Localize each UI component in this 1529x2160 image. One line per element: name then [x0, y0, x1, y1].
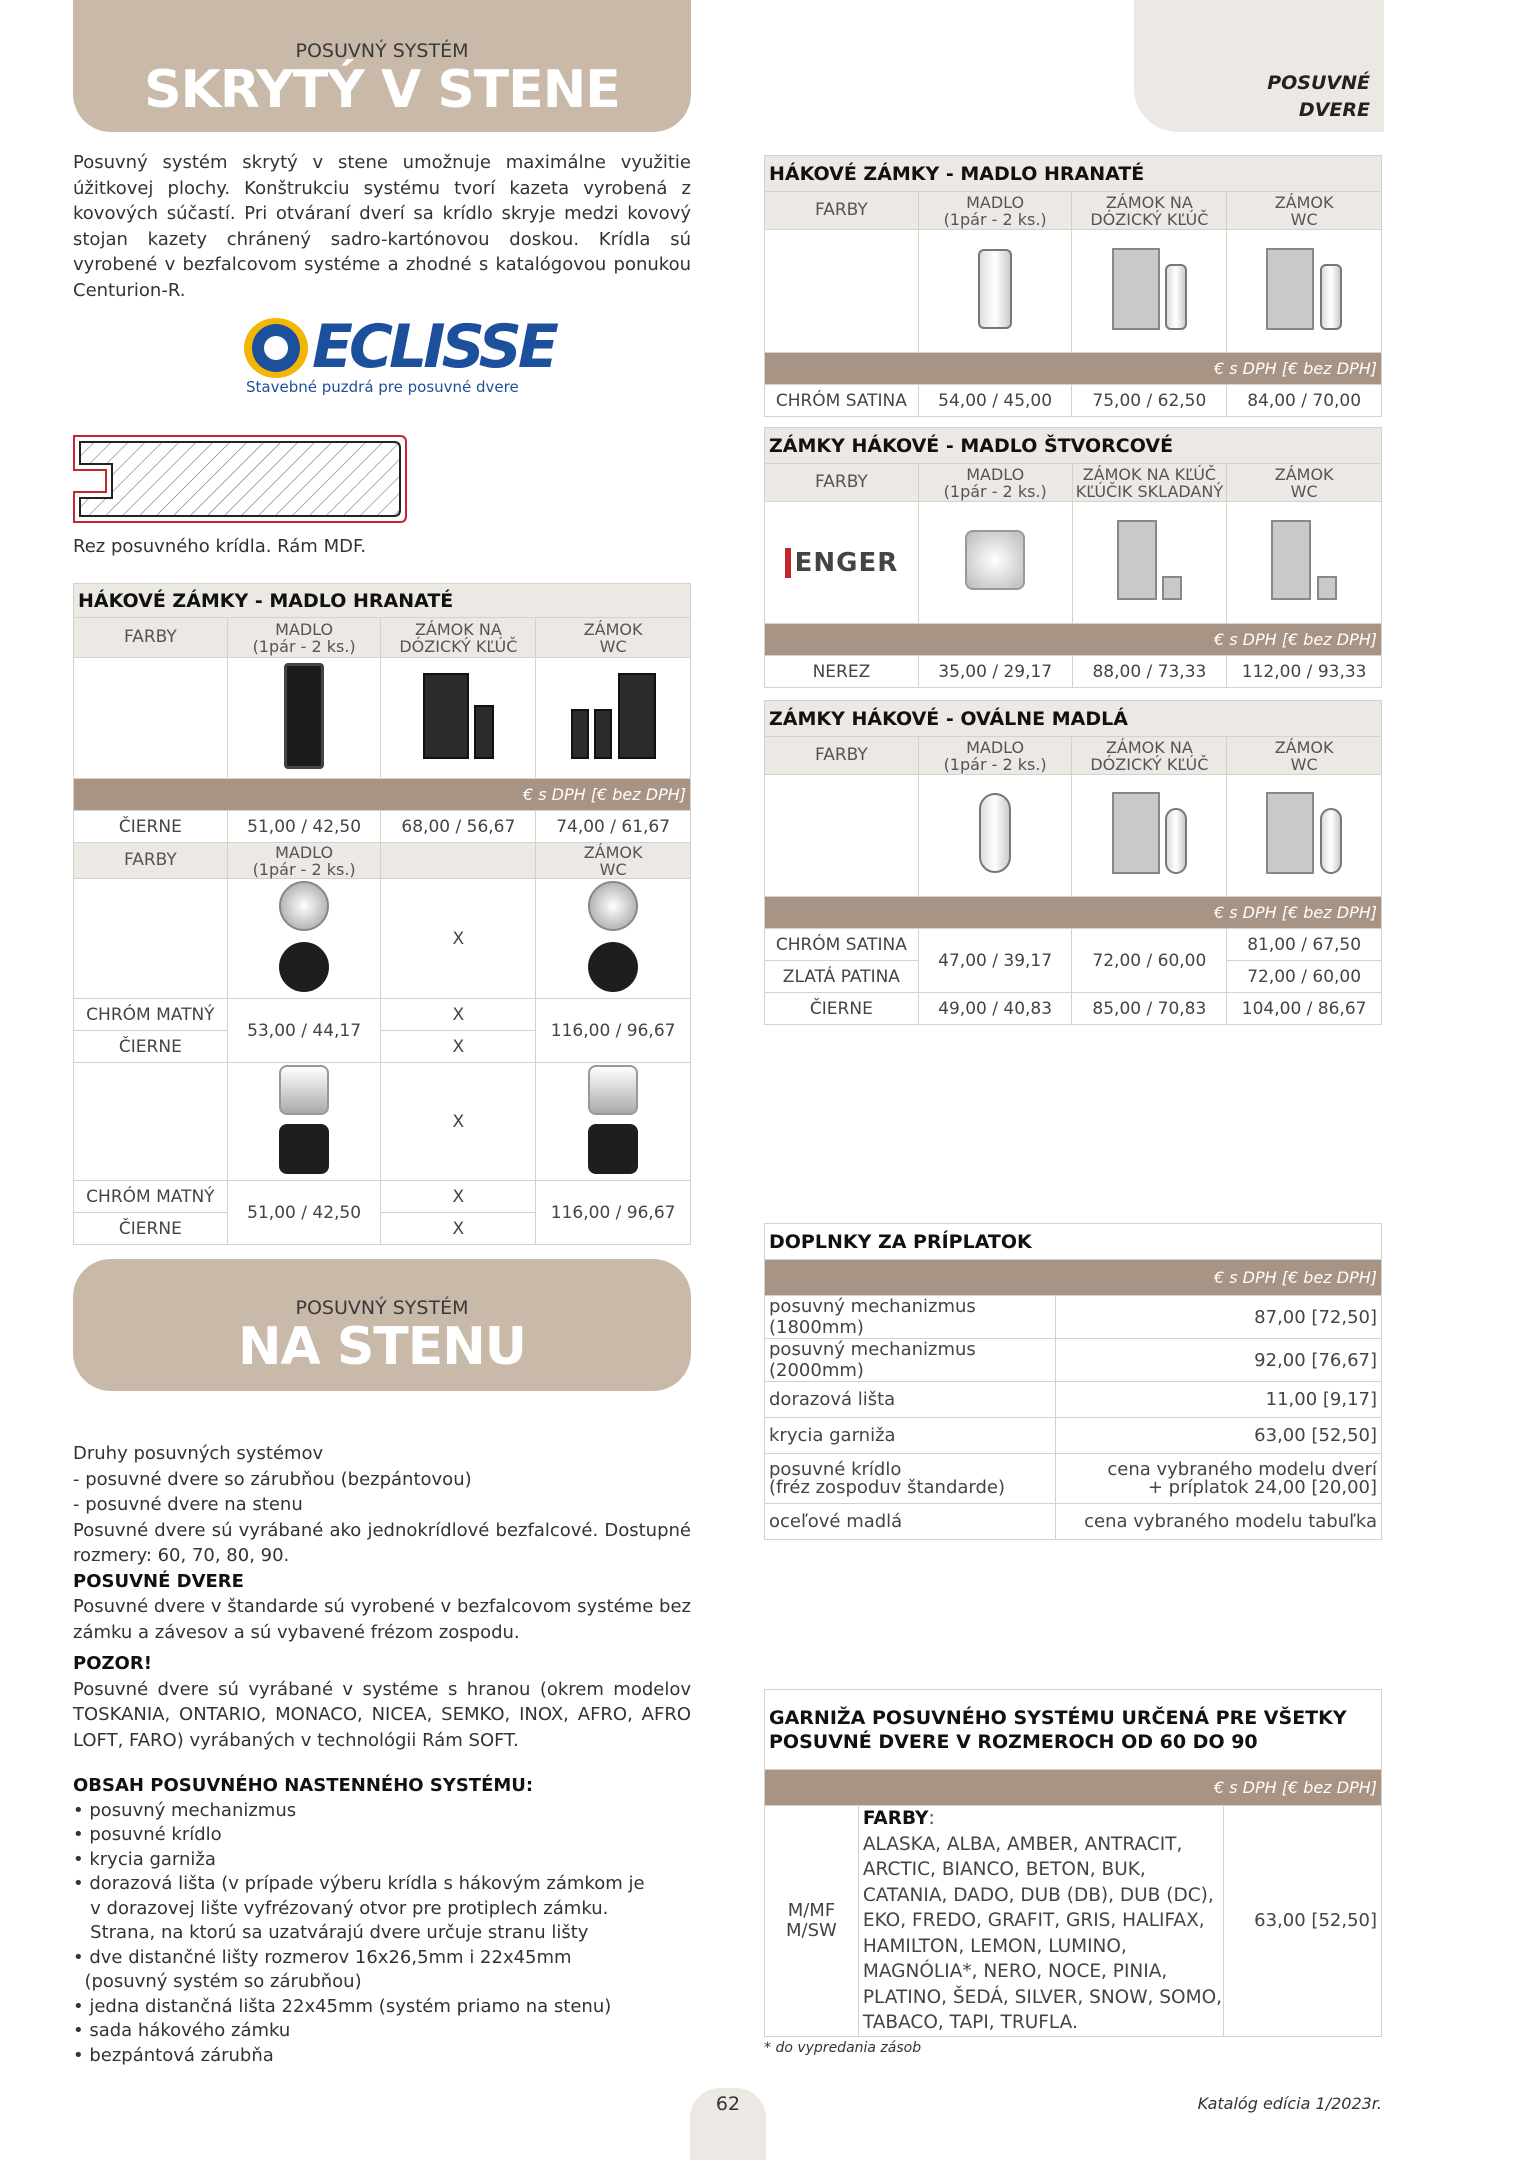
- rt2-farba: NEREZ: [765, 656, 919, 688]
- enger-logo-cell: [765, 502, 919, 624]
- list-item: • jedna distančná lišta 22x45mm (systém priamo na stenu): [73, 1995, 612, 2017]
- type-2: - posuvné dvere na stenu: [73, 1494, 303, 1515]
- door-cross-section: [70, 432, 410, 528]
- square-x1: X: [381, 1181, 536, 1213]
- rt2-h-c1: ZÁMOK NA KĽÚČ: [1082, 464, 1217, 484]
- square-wc-image: [536, 1063, 691, 1181]
- list-item: (posuvný systém so zárubňou): [73, 1971, 362, 1992]
- left-price-note: € s DPH [€ bez DPH]: [74, 779, 691, 811]
- extras-r5-name2: (fréz zospoduv štandarde): [769, 1476, 1006, 1498]
- eclisse-name: ECLISSE: [312, 312, 555, 382]
- list-item: • posuvný mechanizmus: [73, 1799, 297, 1821]
- list-item: • dve distančné lišty rozmerov 16x26,5mm i 22x45mm: [73, 1946, 572, 1968]
- square-x: X: [381, 1063, 536, 1181]
- types-head: Druhy posuvných systémov: [73, 1443, 324, 1464]
- color-list: ALASKA, ALBA, AMBER, ANTRACIT, ARCTIC, BIANCO, BETON, BUK, CATANIA, DADO, DUB (DB), DUB (DC), EKO, FREDO, GRAFIT, GRIS, HALIFAX, HAMILTON, LEMON, LUMINO, MAGNÓLIA*, NERO, NOCE, PINIA, PLATINO, ŠEDÁ, SILVER, SNOW, SOMO, TABACO, TAPI, TRUFLA.: [862, 1833, 1223, 2033]
- rt2-handle-image: [918, 502, 1072, 624]
- rt3-title: ZÁMKY HÁKOVÉ - OVÁLNE MADLÁ: [765, 701, 1382, 737]
- rt3-handle-image: [918, 775, 1072, 897]
- square-farba2: ČIERNE: [74, 1213, 228, 1245]
- left-h-dozicky1: ZÁMOK NA: [414, 619, 502, 639]
- left-h-madlo2: (1pár - 2 ks.): [252, 636, 356, 656]
- rt2-wc-lock-image: [1227, 502, 1382, 624]
- rt1-price-note: € s DPH [€ bez DPH]: [765, 353, 1382, 385]
- enger-logo: ENGER: [785, 548, 899, 578]
- extras-name: posuvný mechanizmus (2000mm): [765, 1339, 1056, 1382]
- extras-price: 87,00 [72,50]: [1055, 1296, 1381, 1339]
- page-number: 62: [715, 2093, 741, 2115]
- list-item: • krycia garniža: [73, 1848, 216, 1870]
- wall-system-header: [73, 1259, 691, 1391]
- extras-name: posuvný mechanizmus (1800mm): [765, 1296, 1056, 1339]
- rt2-wc: 112,00 / 93,33: [1227, 656, 1382, 688]
- tab-line1: POSUVNÉ: [1267, 72, 1370, 94]
- rt1-madlo: 54,00 / 45,00: [918, 385, 1072, 417]
- wall-system-text: [73, 1441, 691, 2068]
- hidden-system-text: Posuvný systém skrytý v stene umožnuje maximálne využitie úžitkovej plochy. Konštrukciu systému tvorí kazeta vyrobená z kovových súčastí. Pri otváraní dverí sa krídlo skryje medzi kovový stojan kazety chránený sadro-kartónovou doskou. Krídla sú vyrobené v bezfalcovom systéme a zhodné s katalógovou ponukou Centurion-R.: [73, 152, 691, 301]
- contents-list: [73, 1799, 691, 2069]
- round-wc-price: 116,00 / 96,67: [536, 999, 691, 1063]
- rt1-key-lock-image: [1072, 230, 1227, 353]
- left-h2-empty: [381, 843, 536, 879]
- sizes-text: Posuvné dvere sú vyrábané ako jednokrídlové bezfalcové. Dostupné rozmery: 60, 70, 80, 90.: [73, 1519, 691, 1566]
- farby-label: FARBY: [862, 1808, 929, 1829]
- rt1-h-farby: FARBY: [765, 192, 919, 230]
- left-h2-wc1: ZÁMOK: [583, 842, 643, 862]
- garniza-model2: M/SW: [786, 1919, 837, 1941]
- rt3-r1-farba: CHRÓM SATINA: [765, 929, 919, 961]
- wall-system-title: NA STENU: [237, 1317, 527, 1377]
- warn-text: Posuvné dvere sú vyrábané v systéme s hranou (okrem modelov TOSKANIA, ONTARIO, MONACO, NICEA, SEMKO, INOX, AFRO, AFRO LOFT, FARO) vyrábaných v technológii Rám SOFT.: [73, 1678, 691, 1751]
- wall-system-subtitle: POSUVNÝ SYSTÉM: [295, 1297, 469, 1319]
- extras-price: 63,00 [52,50]: [1055, 1418, 1381, 1454]
- extras-name: krycia garniža: [765, 1418, 1056, 1454]
- rt2-h-wc2: WC: [1290, 481, 1318, 501]
- rt1-h-c1: ZÁMOK NA: [1105, 192, 1193, 212]
- contents-head: OBSAH POSUVNÉHO NASTENNÉHO SYSTÉMU:: [73, 1775, 534, 1796]
- eclisse-emblem: [244, 318, 308, 378]
- rt1-farba: CHRÓM SATINA: [765, 385, 919, 417]
- rt2-title: ZÁMKY HÁKOVÉ - MADLO ŠTVORCOVÉ: [765, 428, 1382, 464]
- rt2-price-note: € s DPH [€ bez DPH]: [765, 624, 1382, 656]
- rt3-h-madlo2: (1pár - 2 ks.): [943, 754, 1047, 774]
- left-h2-madlo2: (1pár - 2 ks.): [252, 859, 356, 879]
- extras-table: [764, 1223, 1382, 1540]
- rt1-h-madlo2: (1pár - 2 ks.): [943, 209, 1047, 229]
- rt3-r3-wc: 104,00 / 86,67: [1227, 993, 1382, 1025]
- rt3-key-lock-image: [1072, 775, 1227, 897]
- rt3-h-farby: FARBY: [765, 737, 919, 775]
- right-table-3: [764, 700, 1382, 1025]
- doors-head: POSUVNÉ DVERE: [73, 1570, 244, 1592]
- rt1-h-wc2: WC: [1290, 209, 1318, 229]
- black-wc-lock-image: [536, 658, 691, 779]
- extras-r5-price2: + príplatok 24,00 [20,00]: [1147, 1476, 1377, 1498]
- rt3-h-madlo1: MADLO: [966, 737, 1025, 757]
- round-x1: X: [381, 999, 536, 1031]
- list-item: v dorazovej lište vyfrézovaný otvor pre protiplech zámku.: [73, 1897, 609, 1919]
- left-h2-wc2: WC: [599, 859, 627, 879]
- left-h-dozicky2: DÓZICKÝ KĽÚČ: [399, 636, 518, 656]
- garniza-title2: POSUVNÉ DVERE V ROZMEROCH OD 60 DO 90: [769, 1730, 1258, 1753]
- rt2-h-farby: FARBY: [765, 464, 919, 502]
- extras-price: 92,00 [76,67]: [1055, 1339, 1381, 1382]
- round-img-empty: [74, 879, 228, 999]
- garniza-table: GARNIŽA POSUVNÉHO SYSTÉMU URČENÁ PRE VŠETKY POSUVNÉ DVERE V ROZMEROCH OD 60 DO 90 € s DPH [€ bez DPH] M/MF M/SW FARBY: ALASKA, ALBA, AMBER, ANTRACIT, ARCTIC, BIANCO, BETON, BUK, CATANIA, DADO, DUB (DB), DUB (DC), EKO, FREDO, GRAFIT, GRIS, HALIFAX, HAMILTON, LEMON, LUMINO, MAGNÓLIA*, NERO, NOCE, PINIA, PLATINO, ŠEDÁ, SILVER, SNOW, SOMO, TABACO, TAPI, TRUFLA. 63,00 [52,50]: [764, 1689, 1382, 2037]
- extras-price: 11,00 [9,17]: [1055, 1382, 1381, 1418]
- left-table-title: HÁKOVÉ ZÁMKY - MADLO HRANATÉ: [74, 584, 691, 618]
- black-handle-image: [227, 658, 381, 779]
- left-black-madlo: 51,00 / 42,50: [227, 811, 381, 843]
- left-lock-table: [73, 583, 691, 1245]
- rt2-h-c2: KĽÚČIK SKLADANÝ: [1075, 481, 1224, 501]
- warn-head: POZOR!: [73, 1653, 152, 1674]
- extras-r6-name: oceľové madlá: [765, 1504, 1056, 1540]
- rt3-r3-c: 85,00 / 70,83: [1072, 993, 1227, 1025]
- extras-name: dorazová lišta: [765, 1382, 1056, 1418]
- rt2-h-madlo2: (1pár - 2 ks.): [943, 481, 1047, 501]
- square-img-empty: [74, 1063, 228, 1181]
- rt3-r2-wc: 72,00 / 60,00: [1227, 961, 1382, 993]
- rt2-h-wc1: ZÁMOK: [1274, 464, 1334, 484]
- left-black-farba: ČIERNE: [74, 811, 228, 843]
- list-item: • bezpántová zárubňa: [73, 2044, 274, 2066]
- eclisse-logo: [244, 312, 555, 400]
- hidden-system-header: [73, 0, 691, 132]
- square-handle-image: [227, 1063, 381, 1181]
- rt3-h-wc1: ZÁMOK: [1274, 737, 1334, 757]
- garniza-model1: M/MF: [787, 1899, 836, 1921]
- cross-section-caption: Rez posuvného krídla. Rám MDF.: [73, 536, 367, 557]
- left-black-dozicky: 68,00 / 56,67: [381, 811, 536, 843]
- left-h-wc1: ZÁMOK: [583, 619, 643, 639]
- rt3-r1-wc: 81,00 / 67,50: [1227, 929, 1382, 961]
- rt1-h-madlo1: MADLO: [966, 192, 1025, 212]
- garniza-title1: GARNIŽA POSUVNÉHO SYSTÉMU URČENÁ PRE VŠETKY: [769, 1706, 1347, 1729]
- left-h-wc2: WC: [599, 636, 627, 656]
- rt3-r3-farba: ČIERNE: [765, 993, 919, 1025]
- hidden-system-title: SKRYTÝ V STENE: [144, 60, 620, 120]
- extras-r5-price1: cena vybraného modelu dverí: [1107, 1458, 1377, 1480]
- rt1-h-wc1: ZÁMOK: [1274, 192, 1334, 212]
- round-x2: X: [381, 1031, 536, 1063]
- rt2-key-lock-image: [1072, 502, 1227, 624]
- rt3-wc-lock-image: [1227, 775, 1382, 897]
- extras-r5-name1: posuvné krídlo: [769, 1458, 902, 1480]
- round-farba2: ČIERNE: [74, 1031, 228, 1063]
- rt2-h-madlo1: MADLO: [966, 464, 1025, 484]
- garniza-price: 63,00 [52,50]: [1224, 1806, 1382, 2037]
- extras-price-note: € s DPH [€ bez DPH]: [765, 1260, 1382, 1296]
- rt1-h-c2: DÓZICKÝ KĽÚČ: [1090, 209, 1209, 229]
- hidden-system-subtitle: POSUVNÝ SYSTÉM: [295, 40, 469, 62]
- rt3-h-c1: ZÁMOK NA: [1105, 737, 1193, 757]
- tab-line2: DVERE: [1298, 99, 1370, 121]
- square-wc-price: 116,00 / 96,67: [536, 1181, 691, 1245]
- left-h-madlo1: MADLO: [275, 619, 334, 639]
- square-farba1: CHRÓM MATNÝ: [74, 1181, 228, 1213]
- rt3-price-note: € s DPH [€ bez DPH]: [765, 897, 1382, 929]
- round-farba1: CHRÓM MATNÝ: [74, 999, 228, 1031]
- round-wc-image: [536, 879, 691, 999]
- round-madlo-price: 53,00 / 44,17: [227, 999, 381, 1063]
- square-madlo-price: 51,00 / 42,50: [227, 1181, 381, 1245]
- rt1-c: 75,00 / 62,50: [1072, 385, 1227, 417]
- rt3-h-wc2: WC: [1290, 754, 1318, 774]
- rt1-title: HÁKOVÉ ZÁMKY - MADLO HRANATÉ: [765, 156, 1382, 192]
- right-table-2: [764, 427, 1382, 688]
- rt1-img-empty: [765, 230, 919, 353]
- rt2-madlo: 35,00 / 29,17: [918, 656, 1072, 688]
- rt3-r12-madlo: 47,00 / 39,17: [918, 929, 1072, 993]
- rt1-handle-image: [918, 230, 1072, 353]
- garniza-footnote: * do vypredania zásob: [764, 2040, 922, 2056]
- list-item: • posuvné krídlo: [73, 1824, 222, 1845]
- left-h2-farby: FARBY: [74, 843, 228, 879]
- right-table-1: [764, 155, 1382, 417]
- left-img-empty: [74, 658, 228, 779]
- rt3-r3-madlo: 49,00 / 40,83: [918, 993, 1072, 1025]
- round-x: X: [381, 879, 536, 999]
- rt1-wc-lock-image: [1227, 230, 1382, 353]
- type-1: - posuvné dvere so zárubňou (bezpántovou): [73, 1468, 472, 1490]
- eclisse-tagline: Stavebné puzdrá pre posuvné dvere: [246, 378, 519, 396]
- left-h-farby: FARBY: [74, 618, 228, 658]
- garniza-price-note: € s DPH [€ bez DPH]: [765, 1770, 1382, 1806]
- round-handle-image: [227, 879, 381, 999]
- doors-text: Posuvné dvere v štandarde sú vyrobené v bezfalcovom systéme bez zámku a závesov a sú vybavené frézom zospodu.: [73, 1596, 691, 1643]
- rt3-img-empty: [765, 775, 919, 897]
- left-black-wc: 74,00 / 61,67: [536, 811, 691, 843]
- rt1-wc: 84,00 / 70,00: [1227, 385, 1382, 417]
- list-item: Strana, na ktorú sa uzatvárajú dvere určuje stranu lišty: [73, 1922, 589, 1943]
- left-h2-madlo1: MADLO: [275, 842, 334, 862]
- rt3-r12-c: 72,00 / 60,00: [1072, 929, 1227, 993]
- extras-r6-price: cena vybraného modelu tabuľka: [1055, 1504, 1381, 1540]
- square-x2: X: [381, 1213, 536, 1245]
- list-item: • sada hákového zámku: [73, 2020, 291, 2041]
- black-key-lock-image: [381, 658, 536, 779]
- extras-title: DOPLNKY ZA PRÍPLATOK: [765, 1224, 1382, 1260]
- rt3-r2-farba: ZLATÁ PATINA: [765, 961, 919, 993]
- rt2-c: 88,00 / 73,33: [1072, 656, 1227, 688]
- section-tab: [1134, 0, 1384, 132]
- catalog-edition: Katalóg edícia 1/2023r.: [1197, 2094, 1382, 2113]
- list-item: • dorazová lišta (v prípade výberu krídla s hákovým zámkom je: [73, 1873, 645, 1894]
- rt3-h-c2: DÓZICKÝ KĽÚČ: [1090, 754, 1209, 774]
